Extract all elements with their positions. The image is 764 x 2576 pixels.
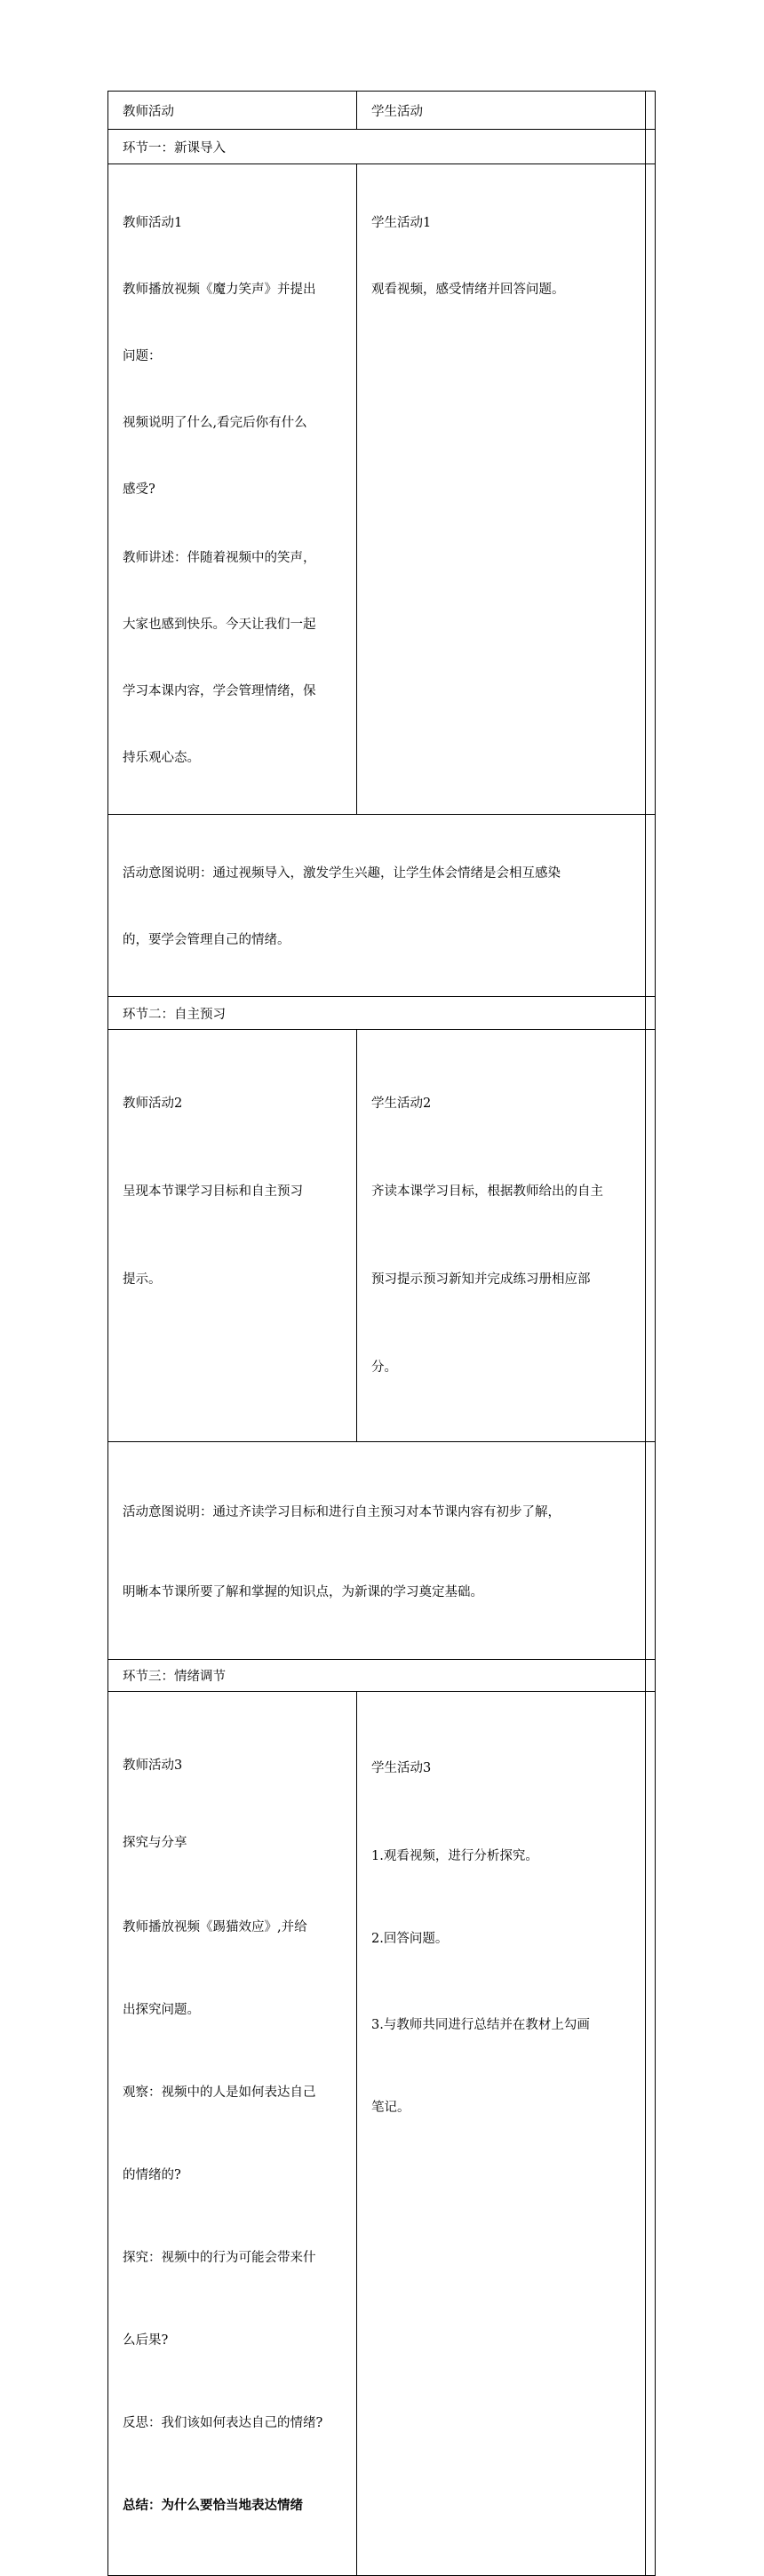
text-line: 教师播放视频《踢猫效应》,并给 — [123, 1920, 307, 1934]
section-title: 环节一：新课导入 — [108, 130, 646, 164]
text-line: 视频说明了什么,看完后你有什么 — [123, 416, 307, 430]
student-activity-cell — [357, 164, 646, 815]
teacher-activity-cell — [108, 164, 357, 815]
text-line: 1.观看视频，进行分析探究。 — [371, 1849, 538, 1863]
text-line: 的情绪的? — [123, 2168, 181, 2182]
text-line: 提示。 — [123, 1272, 162, 1287]
text-line: 笔记。 — [371, 2101, 410, 2115]
student-activity-header: 学生活动 — [357, 92, 646, 130]
text-line: 学生活动3 — [371, 1761, 432, 1775]
activity-intent — [108, 815, 646, 997]
teacher-activity-cell — [108, 1030, 357, 1442]
text-line: 活动意图说明：通过视频导入，激发学生兴趣，让学生体会情绪是会相互感染 — [123, 866, 561, 881]
text-line: 教师播放视频《魔力笑声》并提出 — [123, 283, 316, 297]
text-line: 活动意图说明：通过齐读学习目标和进行自主预习对本节课内容有初步了解， — [123, 1505, 561, 1519]
text-line: 教师活动3 — [123, 1759, 183, 1773]
text-line: 持乐观心态。 — [123, 751, 200, 765]
text-line: 教师活动1 — [123, 216, 183, 230]
section-title: 环节三：情绪调节 — [108, 1660, 646, 1692]
text-line: 教师讲述：伴随着视频中的笑声， — [123, 551, 316, 565]
text-line: 学生活动1 — [371, 216, 432, 230]
text-line: 预习提示预习新知并完成练习册相应部 — [371, 1272, 591, 1287]
text-line: 出探究问题。 — [123, 2003, 200, 2017]
teacher-activity-header: 教师活动 — [108, 92, 357, 130]
activity-intent — [108, 1442, 646, 1660]
text-line: 么后果? — [123, 2333, 169, 2348]
text-line: 教师活动2 — [123, 1097, 183, 1111]
text-line: 反思：我们该如何表达自己的情绪? — [123, 2416, 323, 2430]
text-line: 探究与分享 — [123, 1836, 187, 1850]
text-line: 的，要学会管理自己的情绪。 — [123, 933, 290, 947]
student-activity-cell — [357, 1692, 646, 2576]
lesson-plan-table — [107, 91, 655, 2576]
student-activity-cell — [357, 1030, 646, 1442]
text-line: 感受? — [123, 483, 155, 497]
text-line: 观看视频，感受情绪并回答问题。 — [371, 283, 565, 297]
text-line: 齐读本课学习目标，根据教师给出的自主 — [371, 1184, 603, 1199]
text-line: 学习本课内容，学会管理情绪，保 — [123, 684, 316, 698]
text-line: 明晰本节课所要了解和掌握的知识点，为新课的学习奠定基础。 — [123, 1585, 483, 1599]
text-line: 2.回答问题。 — [371, 1932, 449, 1946]
text-line: 大家也感到快乐。今天让我们一起 — [123, 618, 316, 632]
text-line: 探究：视频中的行为可能会带来什 — [123, 2251, 316, 2265]
teacher-activity-cell — [108, 1692, 357, 2576]
section-title: 环节二：自主预习 — [108, 997, 646, 1030]
text-line: 3.与教师共同进行总结并在教材上勾画 — [371, 2018, 590, 2032]
text-line: 问题： — [123, 349, 162, 363]
text-line: 观察：视频中的人是如何表达自己 — [123, 2086, 316, 2100]
text-line: 分。 — [371, 1360, 397, 1375]
summary-line: 总结：为什么要恰当地表达情绪 — [123, 2499, 303, 2513]
text-line: 呈现本节课学习目标和自主预习 — [123, 1184, 303, 1199]
text-line: 学生活动2 — [371, 1097, 432, 1111]
